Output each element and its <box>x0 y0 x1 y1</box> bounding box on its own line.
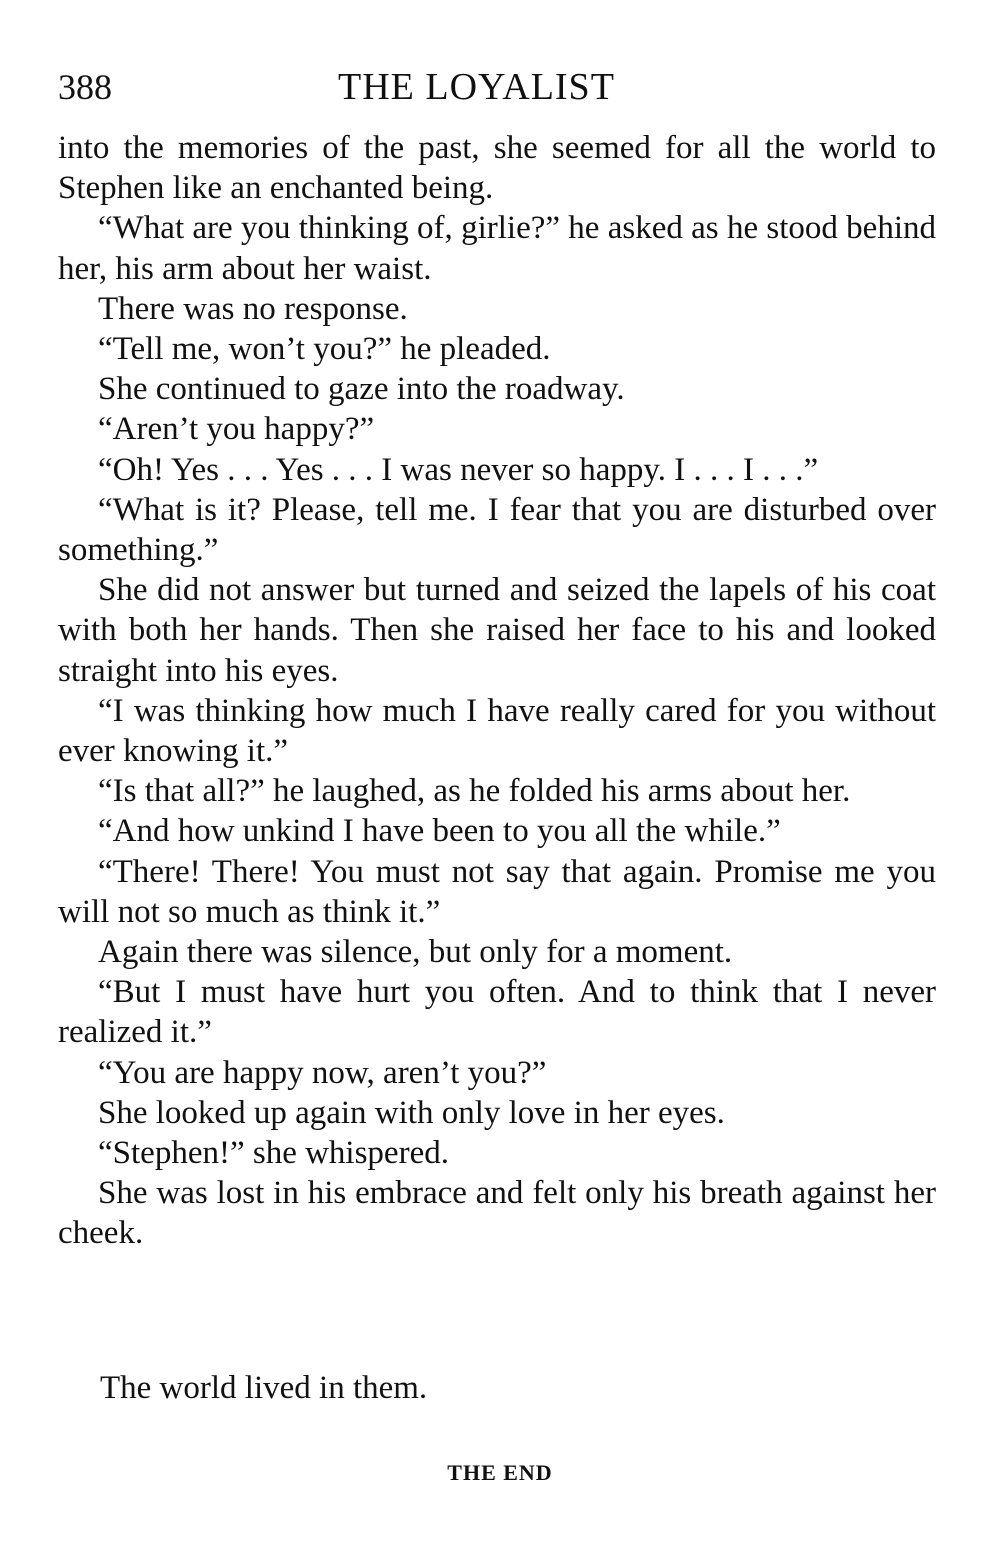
paragraph: “What are you thinking of, girlie?” he asked as he stood behind her, his arm about her waist. <box>58 210 936 287</box>
paragraph: “You are happy now, aren’t you?” <box>98 1054 547 1091</box>
paragraph: “There! There! You must not say that again. Promise me you will not so much as think it.” <box>58 853 936 930</box>
paragraph: Again there was silence, but only for a moment. <box>98 934 733 971</box>
body-text <box>58 128 936 1254</box>
paragraph: “And how unkind I have been to you all the while.” <box>98 813 781 850</box>
paragraph: There was no response. <box>98 290 408 327</box>
paragraph: She was lost in his embrace and felt only his breath against her cheek. <box>58 1175 936 1252</box>
paragraph: “But I must have hurt you often. And to think that I never realized it.” <box>58 974 936 1051</box>
paragraph: “What is it? Please, tell me. I fear that you are disturbed over something.” <box>58 491 936 569</box>
closing-line: The world lived in them. <box>100 1370 428 1406</box>
book-title: THE LOYALIST <box>338 66 615 108</box>
paragraph: “Aren’t you happy?” <box>98 411 375 448</box>
paragraph: She did not answer but turned and seized the lapels of his coat with both her hands. Then she raised her face to his and looked straight into his eyes. <box>58 572 936 689</box>
paragraph: into the memories of the past, she seemed for all the world to Stephen like an enchanted being. <box>58 130 936 207</box>
paragraph: “Is that all?” he laughed, as he folded his arms about her. <box>98 773 851 810</box>
paragraph: “I was thinking how much I have really cared for you without ever knowing it.” <box>58 692 936 770</box>
paragraph: “Stephen!” she whispered. <box>98 1135 449 1172</box>
paragraph: She looked up again with only love in her eyes. <box>98 1094 725 1131</box>
paragraph: She continued to gaze into the roadway. <box>98 371 625 408</box>
the-end-mark: THE END <box>447 1460 553 1485</box>
paragraph: “Oh! Yes . . . Yes . . . I was never so happy. I . . . I . . .” <box>98 451 819 488</box>
paragraph: “Tell me, won’t you?” he pleaded. <box>98 331 551 368</box>
page-number: 388 <box>58 67 112 107</box>
running-head <box>58 62 936 112</box>
